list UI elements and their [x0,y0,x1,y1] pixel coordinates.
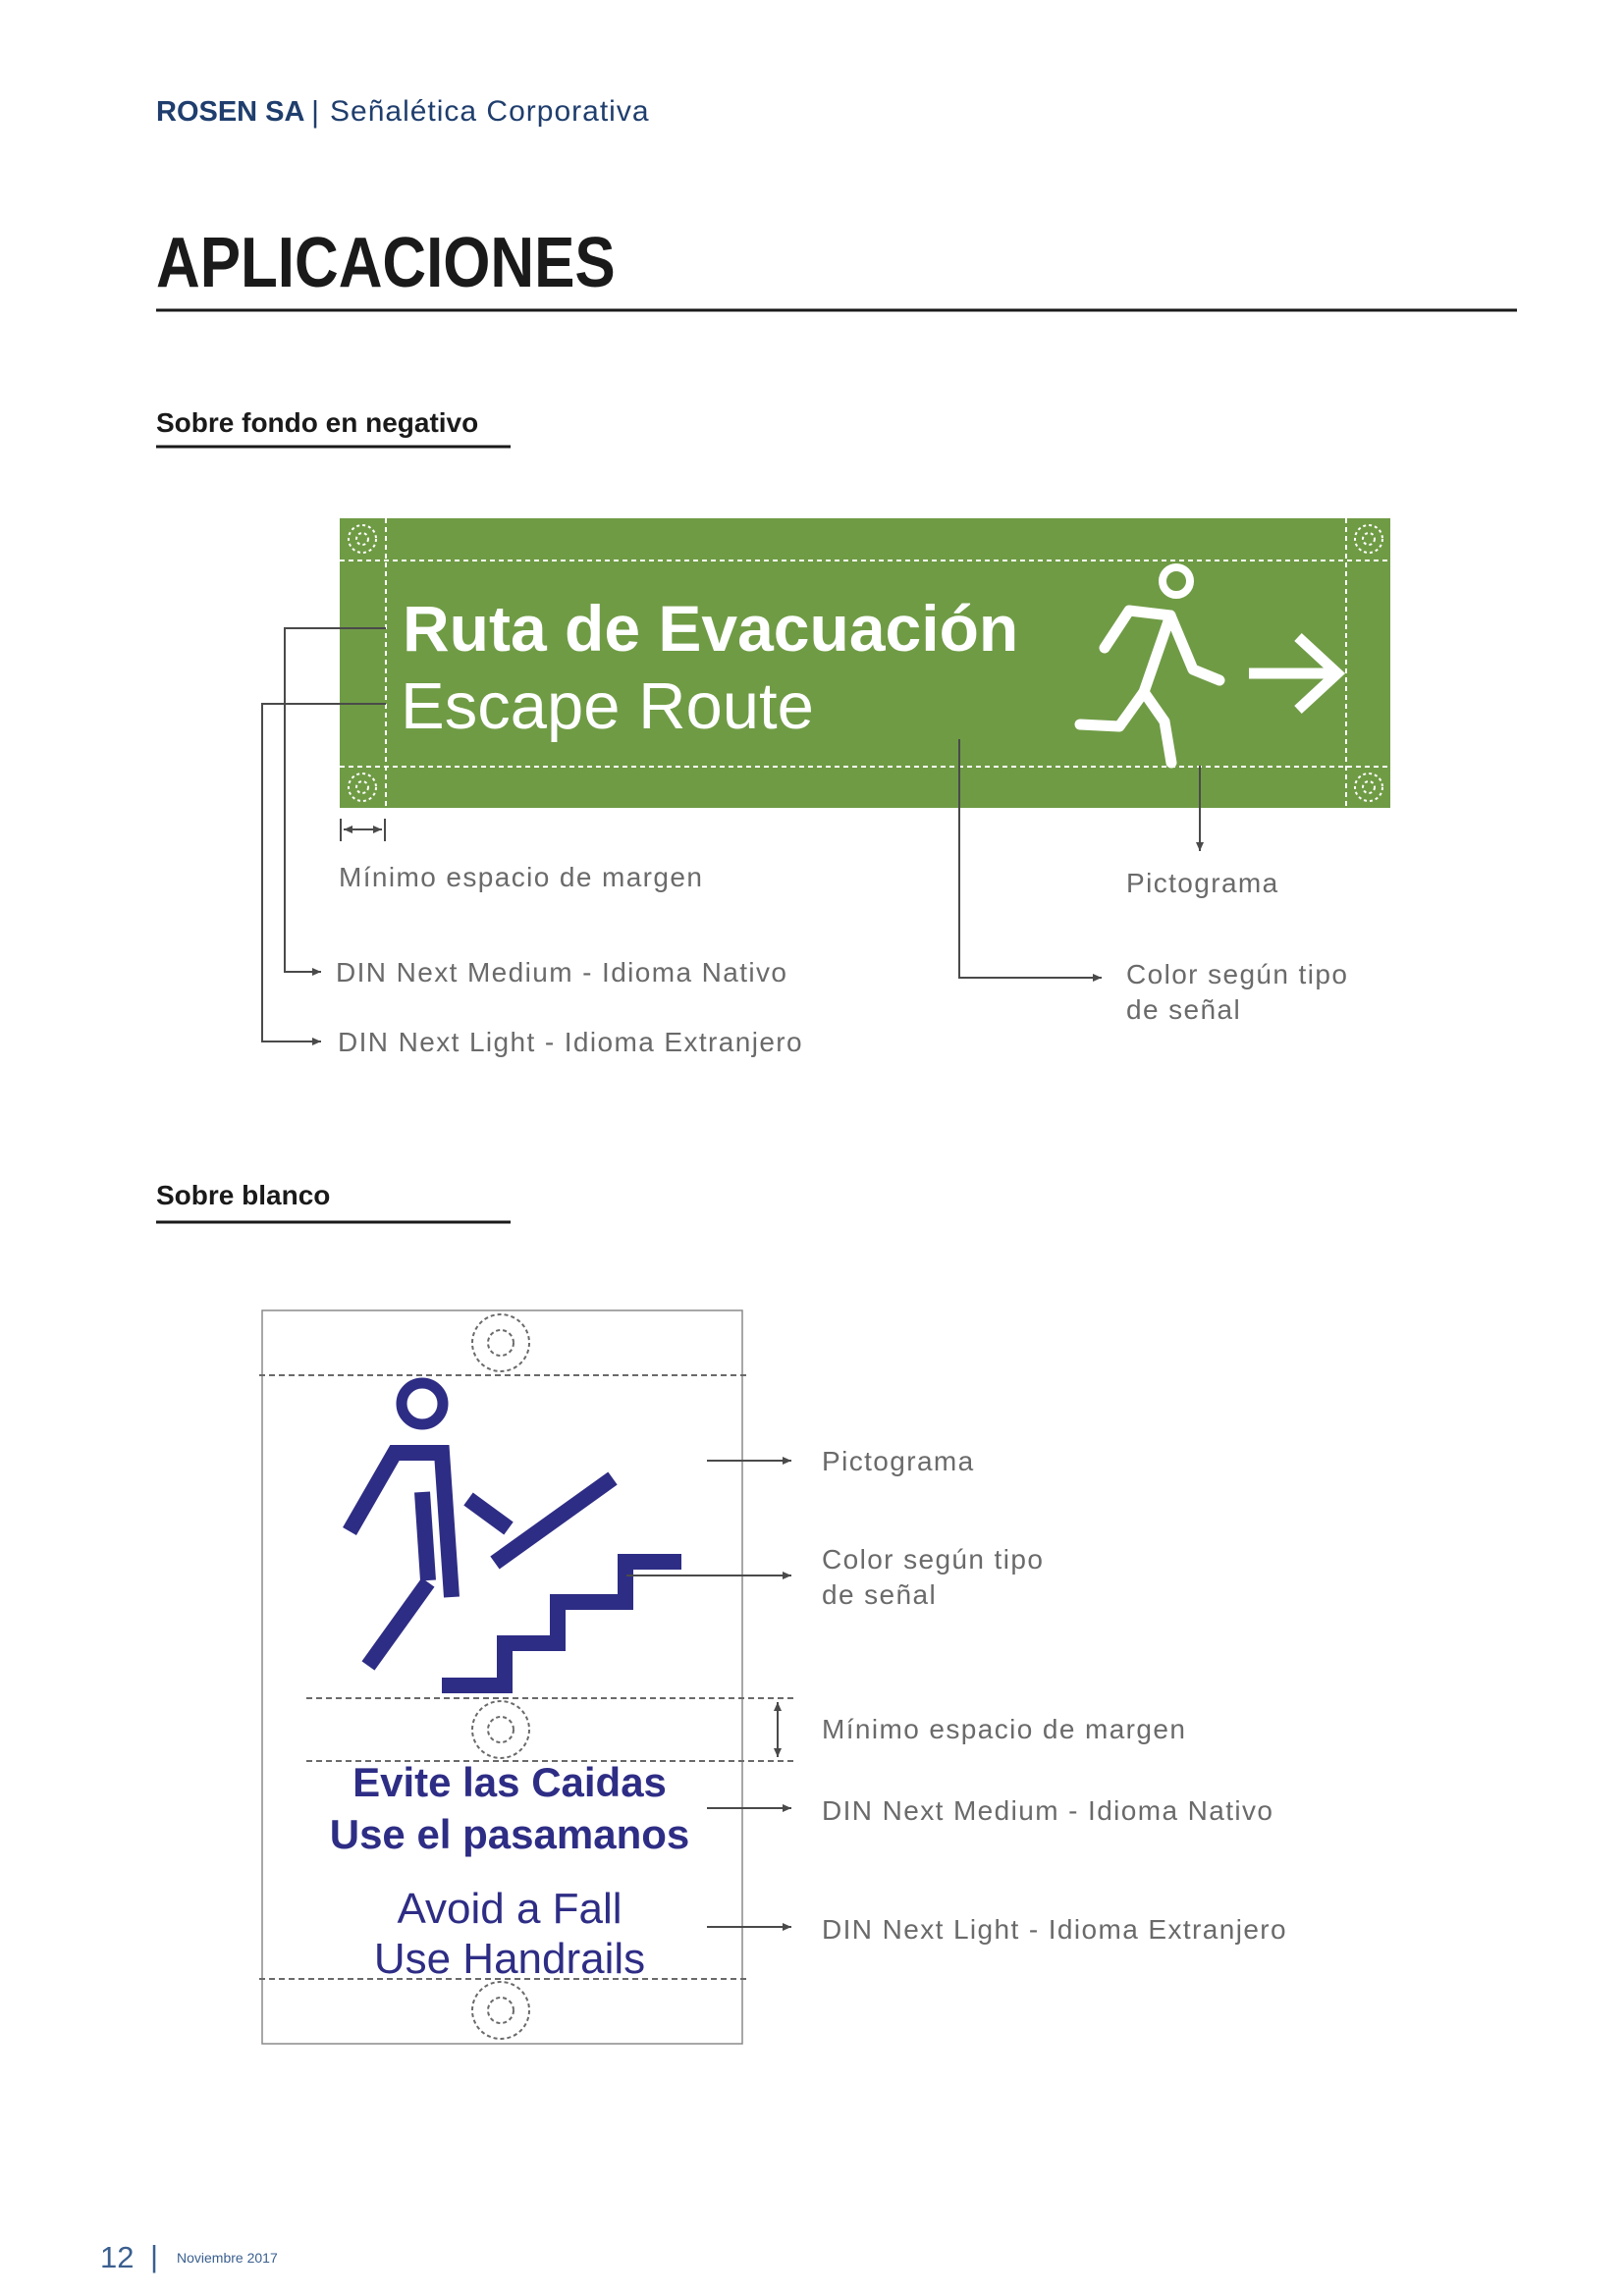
annotation-font-foreign-white: DIN Next Light - Idioma Extranjero [822,1914,1287,1945]
margin-indicator [341,819,385,841]
company-name: ROSEN SA [156,96,305,128]
sign-foreign-text: Escape Route [401,669,814,743]
page-number: 12 [100,2240,135,2274]
sign-foreign-line2: Use Handrails [373,1935,646,1983]
running-header [156,94,650,129]
white-sign [259,1310,795,2044]
annotation-color-line2: de señal [1126,994,1242,1025]
annotation-color-line1: Color según tipo [1126,959,1349,989]
section-heading-white: Sobre blanco [156,1180,331,1210]
annotation-pictogram: Pictograma [1126,868,1279,898]
footer-separator: | [150,2239,159,2273]
annotation-font-native: DIN Next Medium - Idioma Nativo [336,957,788,988]
page-footer [100,2239,278,2274]
annotation-pictogram-white: Pictograma [822,1446,975,1476]
page-title: APLICACIONES [156,223,616,303]
annotation-font-native-white: DIN Next Medium - Idioma Nativo [822,1795,1274,1826]
sign-native-line1: Evite las Caidas [352,1759,667,1805]
header-separator: | [311,94,320,129]
annotation-margin: Mínimo espacio de margen [339,862,704,892]
annotation-color-line2-white: de señal [822,1579,938,1610]
footer-date: Noviembre 2017 [177,2250,278,2266]
green-sign [340,518,1390,808]
annotation-margin-white: Mínimo espacio de margen [822,1714,1187,1744]
sign-native-line2: Use el pasamanos [329,1811,690,1857]
annotation-font-foreign: DIN Next Light - Idioma Extranjero [338,1027,803,1057]
sign-native-text: Ruta de Evacuación [403,592,1019,665]
sign-foreign-line1: Avoid a Fall [397,1885,623,1933]
annotation-color-line1-white: Color según tipo [822,1544,1045,1575]
document-subtitle: Señalética Corporativa [330,95,650,128]
section-heading-negative: Sobre fondo en negativo [156,407,479,438]
